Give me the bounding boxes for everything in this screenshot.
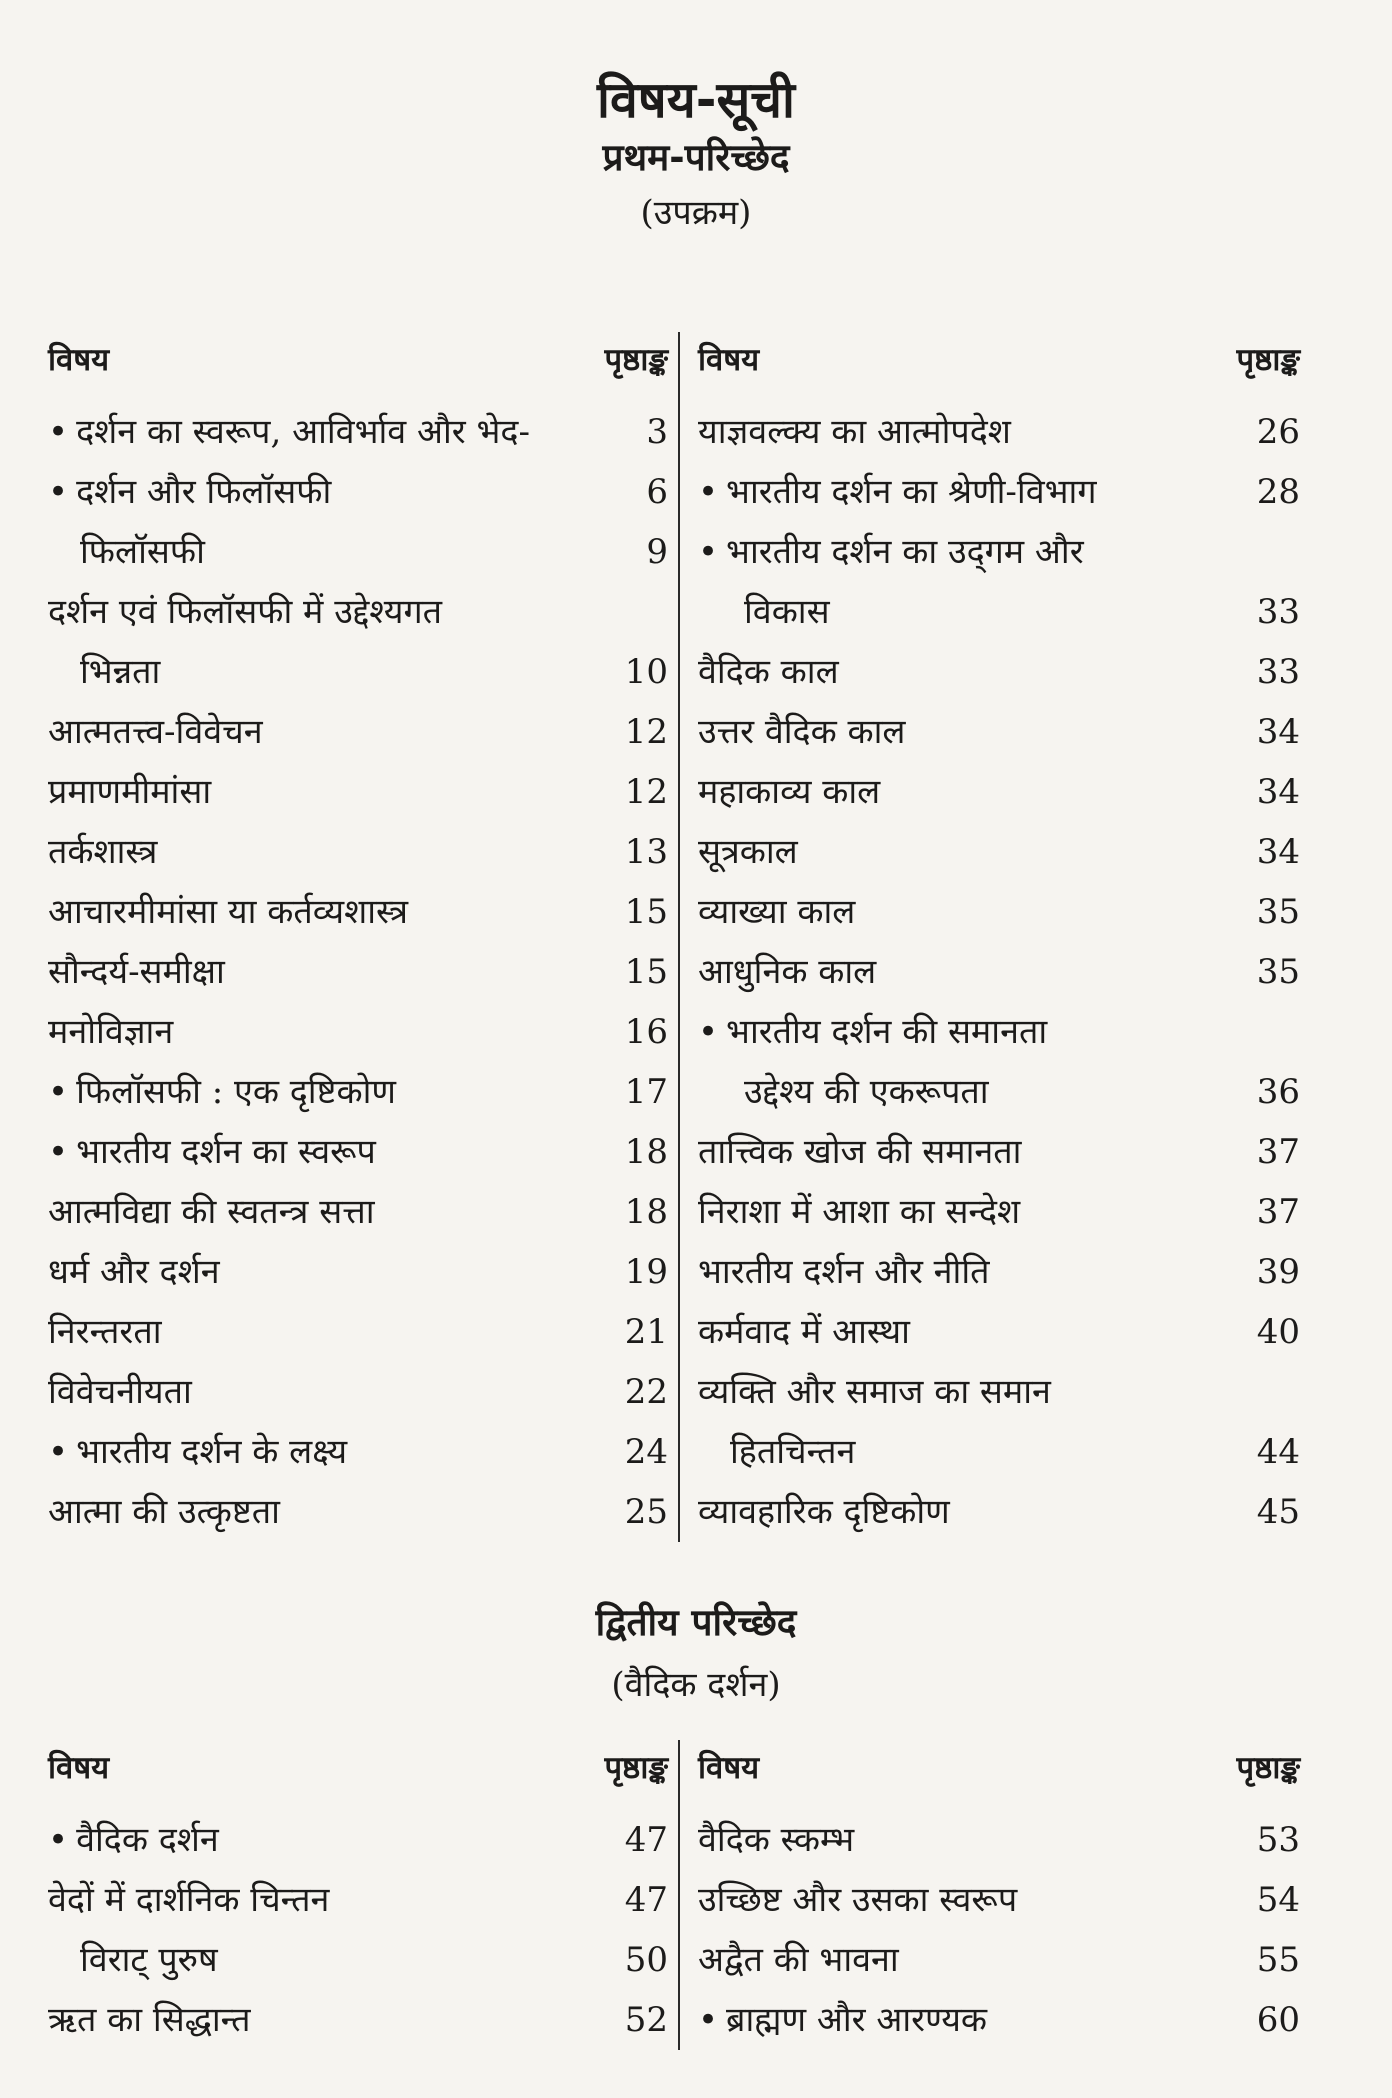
toc-entry-title: विकास (743, 592, 830, 632)
section-2-toc (48, 1740, 1310, 2050)
toc-entry-page: 34 (1256, 832, 1300, 872)
toc-entry-page: 24 (624, 1432, 668, 1472)
toc-entry (48, 522, 678, 582)
toc-entry-page: 10 (624, 652, 668, 692)
toc-entry (48, 1302, 678, 1362)
toc-entry (48, 882, 678, 942)
page-title: विषय-सूची (597, 71, 795, 129)
toc-entry (698, 822, 1310, 882)
toc-entry-page: 54 (1256, 1880, 1300, 1920)
toc-entry (48, 1422, 678, 1482)
toc-entry-title: व्यावहारिक दृष्टिकोण (697, 1492, 950, 1532)
toc-entry (48, 1930, 678, 1990)
section-1-subheading: (उपक्रम) (640, 193, 752, 233)
toc-entry-page: 3 (646, 412, 668, 452)
toc-entry (48, 1810, 678, 1870)
toc-entry (698, 642, 1310, 702)
toc-entry (48, 822, 678, 882)
toc-entry-title: • भारतीय दर्शन के लक्ष्य (48, 1422, 347, 1482)
topic-column-header: विषय (48, 1750, 110, 1786)
toc-entry-page: 35 (1256, 952, 1300, 992)
toc-right-column (680, 1740, 1310, 2050)
toc-right-column (680, 332, 1310, 1542)
toc-entry-page: 16 (624, 1012, 668, 1052)
toc-entry-title: महाकाव्य काल (697, 772, 881, 812)
toc-entry-page: 18 (624, 1192, 668, 1232)
toc-entry (48, 1362, 678, 1422)
toc-entry-page: 6 (646, 472, 668, 512)
toc-entry-page: 60 (1256, 2000, 1300, 2040)
toc-entry-title: फिलॉसफी (80, 532, 205, 572)
toc-entry (48, 462, 678, 522)
toc-entry (698, 462, 1310, 522)
page-column-header: पृष्ठाङ्क (604, 1750, 668, 1786)
topic-column-header: विषय (48, 342, 110, 378)
toc-entry-title: • भारतीय दर्शन का उद्‌गम और (698, 522, 1084, 582)
toc-entry-title: उच्छिष्ट और उसका स्वरूप (697, 1880, 1018, 1920)
toc-entry-title: अद्वैत की भावना (697, 1940, 899, 1980)
toc-entry (48, 1122, 678, 1182)
toc-header-row (48, 332, 678, 390)
toc-entry-title: तात्त्विक खोज की समानता (697, 1132, 1022, 1172)
toc-entry-title: आत्मविद्या की स्वतन्त्र सत्ता (48, 1192, 375, 1232)
toc-entry-title: आत्मतत्त्व-विवेचन (48, 712, 263, 752)
toc-entry-page: 19 (624, 1252, 668, 1292)
toc-entry-page: 34 (1256, 712, 1300, 752)
toc-entry-title: भारतीय दर्शन और नीति (697, 1252, 990, 1292)
toc-entry (698, 1242, 1310, 1302)
toc-entry (698, 1002, 1310, 1062)
toc-entry (698, 1990, 1310, 2050)
toc-entry-title: • भारतीय दर्शन का स्वरूप (48, 1122, 376, 1182)
section-1-heading: प्रथम-परिच्छेद (602, 136, 790, 179)
toc-entry-title: प्रमाणमीमांसा (48, 772, 212, 812)
toc-entry-title: निराशा में आशा का सन्देश (697, 1192, 1021, 1232)
toc-entry-page: 33 (1256, 592, 1300, 632)
toc-entry-title: व्यक्ति और समाज का समान (697, 1372, 1051, 1412)
page-column-header: पृष्ठाङ्क (1236, 342, 1300, 378)
toc-entry (48, 1002, 678, 1062)
toc-entry (48, 582, 678, 642)
toc-entry-page: 45 (1256, 1492, 1300, 1532)
toc-entry-page: 17 (624, 1072, 668, 1112)
toc-entry (48, 1870, 678, 1930)
toc-entry (698, 882, 1310, 942)
toc-entry-page: 15 (624, 892, 668, 932)
toc-entry-title: तर्कशास्त्र (48, 832, 158, 872)
toc-entry (48, 642, 678, 702)
toc-entry-page: 25 (624, 1492, 668, 1532)
toc-header-row (698, 1740, 1310, 1798)
toc-entry (698, 522, 1310, 582)
toc-entry-title: याज्ञवल्क्य का आत्मोपदेश (697, 412, 1011, 452)
toc-entry-title: वैदिक काल (697, 652, 839, 692)
toc-entry (48, 1242, 678, 1302)
toc-entry-title: सूत्रकाल (697, 832, 798, 872)
toc-entry (698, 1810, 1310, 1870)
toc-entry-page: 34 (1256, 772, 1300, 812)
toc-entry-title: • भारतीय दर्शन का श्रेणी-विभाग (698, 462, 1096, 522)
topic-column-header: विषय (697, 342, 760, 378)
toc-entry-title: उद्देश्य की एकरूपता (743, 1072, 989, 1112)
toc-entry-title: दर्शन एवं फिलॉसफी में उद्देश्यगत (48, 592, 442, 632)
section-1-toc (48, 332, 1310, 1542)
toc-entry-title: धर्म और दर्शन (48, 1252, 220, 1292)
toc-entry-title: हितचिन्तन (729, 1432, 856, 1472)
section-2-heading: द्वितीय परिच्छेद (595, 1601, 797, 1644)
toc-entry-page: 28 (1256, 472, 1300, 512)
toc-entry (48, 942, 678, 1002)
toc-entry (698, 762, 1310, 822)
toc-entry-page: 21 (624, 1312, 668, 1352)
toc-entry-page: 37 (1256, 1192, 1300, 1232)
toc-entry-title: • भारतीय दर्शन की समानता (698, 1002, 1047, 1062)
toc-entry-title: • दर्शन और फिलॉसफी (48, 462, 331, 522)
toc-entry (698, 1182, 1310, 1242)
toc-entry-page: 39 (1256, 1252, 1300, 1292)
toc-entry-title: वेदों में दार्शनिक चिन्तन (48, 1880, 330, 1920)
toc-entry (698, 1482, 1310, 1542)
toc-entry (48, 1182, 678, 1242)
toc-entry-title: सौन्दर्य-समीक्षा (48, 952, 225, 992)
toc-entry-title: मनोविज्ञान (48, 1012, 174, 1052)
toc-entry (698, 402, 1310, 462)
toc-entry-page: 22 (624, 1372, 668, 1412)
toc-entry-page: 47 (624, 1880, 668, 1920)
toc-entry-page: 36 (1256, 1072, 1300, 1112)
toc-entry-page: 50 (624, 1940, 668, 1980)
toc-entry (698, 1062, 1310, 1122)
toc-entry (698, 1930, 1310, 1990)
toc-entry-title: विराट् पुरुष (80, 1940, 218, 1980)
toc-entry-title: उत्तर वैदिक काल (697, 712, 906, 752)
toc-entry (48, 402, 678, 462)
toc-entry-page: 52 (624, 2000, 668, 2040)
toc-entry-page: 15 (624, 952, 668, 992)
toc-header-row (48, 1740, 678, 1798)
toc-entry (698, 942, 1310, 1002)
toc-entry (48, 762, 678, 822)
toc-entry (48, 1482, 678, 1542)
toc-entry-title: • वैदिक दर्शन (48, 1810, 219, 1870)
toc-entry (698, 702, 1310, 762)
toc-entry (698, 1302, 1310, 1362)
toc-entry (48, 1062, 678, 1122)
toc-entry (48, 1990, 678, 2050)
toc-entry (698, 582, 1310, 642)
toc-entry-page: 40 (1256, 1312, 1300, 1352)
toc-entry (698, 1870, 1310, 1930)
toc-left-column (48, 1740, 680, 2050)
toc-entry-title: ऋत का सिद्धान्त (48, 2000, 251, 2040)
toc-entry-title: आचारमीमांसा या कर्तव्यशास्त्र (48, 892, 409, 932)
toc-entry-page: 12 (624, 712, 668, 752)
toc-entry (698, 1362, 1310, 1422)
toc-entry-page: 13 (624, 832, 668, 872)
toc-entry-title: आधुनिक काल (697, 952, 877, 992)
toc-entry (698, 1122, 1310, 1182)
toc-entry-title: निरन्तरता (48, 1312, 162, 1352)
toc-entry-title: आत्मा की उत्कृष्टता (48, 1492, 280, 1532)
toc-entry-title: • दर्शन का स्वरूप, आविर्भाव और भेद- (48, 402, 530, 462)
toc-entry (698, 1422, 1310, 1482)
toc-entry-page: 44 (1256, 1432, 1300, 1472)
toc-entry-page: 18 (624, 1132, 668, 1172)
page-column-header: पृष्ठाङ्क (1236, 1750, 1300, 1786)
toc-entry-page: 47 (624, 1820, 668, 1860)
toc-left-column (48, 332, 680, 1542)
toc-entry-title: कर्मवाद में आस्था (697, 1312, 910, 1352)
toc-entry-title: विवेचनीयता (48, 1372, 192, 1412)
topic-column-header: विषय (697, 1750, 760, 1786)
toc-entry-page: 12 (624, 772, 668, 812)
toc-entry-page: 55 (1256, 1940, 1300, 1980)
toc-entry-page: 53 (1256, 1820, 1300, 1860)
toc-entry-page: 26 (1256, 412, 1300, 452)
toc-entry-title: • फिलॉसफी : एक दृष्टिकोण (48, 1062, 396, 1122)
toc-entry-title: भिन्नता (80, 652, 161, 692)
toc-header-row (698, 332, 1310, 390)
toc-entry (48, 702, 678, 762)
toc-entry-page: 35 (1256, 892, 1300, 932)
toc-entry-page: 37 (1256, 1132, 1300, 1172)
toc-entry-title: वैदिक स्कम्भ (697, 1820, 855, 1860)
toc-entry-page: 33 (1256, 652, 1300, 692)
toc-entry-page: 9 (646, 532, 668, 572)
section-2-subheading: (वैदिक दर्शन) (611, 1665, 781, 1705)
toc-entry-title: व्याख्या काल (697, 892, 856, 932)
toc-entry-title: • ब्राह्मण और आरण्यक (698, 1990, 987, 2050)
page-column-header: पृष्ठाङ्क (604, 342, 668, 378)
